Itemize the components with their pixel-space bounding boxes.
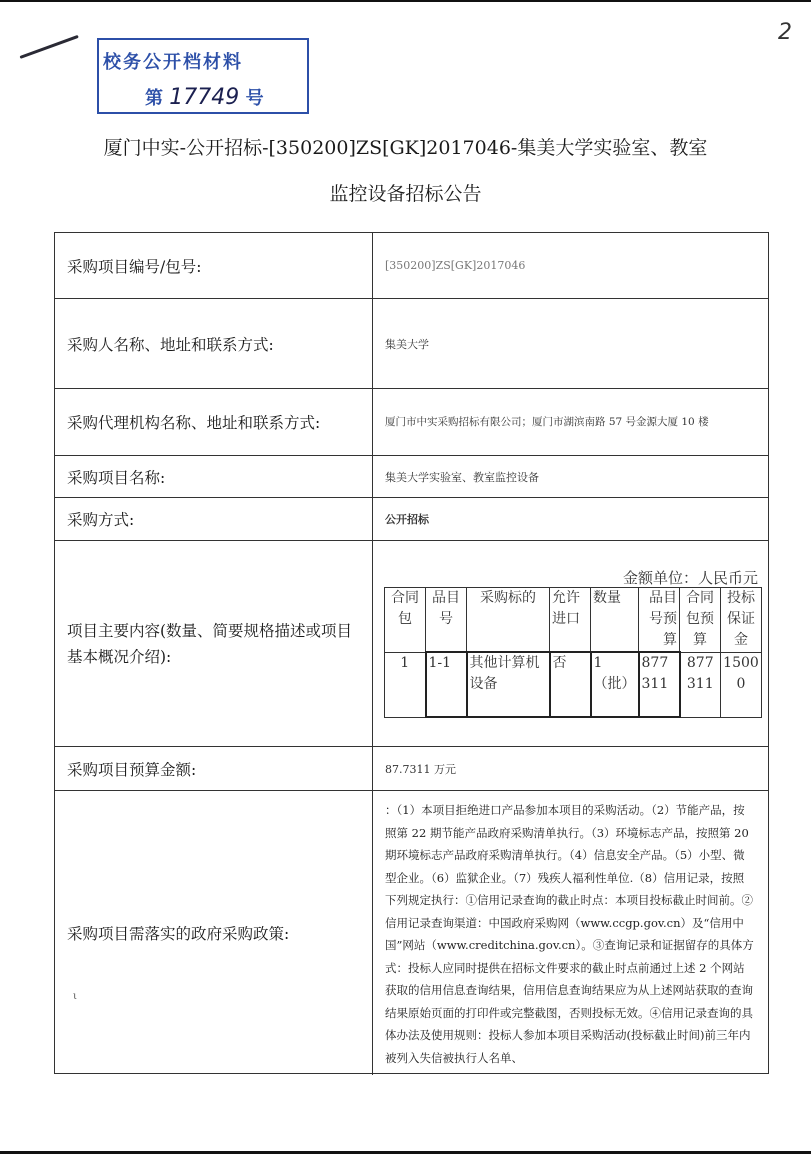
cell-quantity: 1（批） <box>591 652 639 717</box>
items-header-row <box>385 588 762 653</box>
label-agency: 采购代理机构名称、地址和联系方式: <box>55 389 373 455</box>
header-item-number: 品目号 <box>426 588 467 653</box>
cell-import-allowed: 否 <box>550 652 591 717</box>
row-project-number <box>55 233 768 299</box>
label-method: 采购方式: <box>55 498 373 540</box>
value-budget: 87.7311 万元 <box>385 762 456 776</box>
stamp-number-line <box>145 84 264 110</box>
page-number-mark: 2 <box>778 20 792 45</box>
cell-bid-bond: 15000 <box>721 652 762 717</box>
row-policy <box>55 791 768 1075</box>
header-contract-package: 合同包 <box>385 588 426 653</box>
value-method: 公开招标 <box>385 513 429 526</box>
stamp-prefix: 第 <box>145 88 163 109</box>
top-border <box>0 0 811 2</box>
label-main-content: 项目主要内容(数量、简要规格描述或项目基本概况介绍): <box>55 541 373 746</box>
value-project-name: 集美大学实验室、教室监控设备 <box>385 470 539 484</box>
label-budget: 采购项目预算金额: <box>55 747 373 790</box>
row-purchaser <box>55 299 768 389</box>
cell-package-budget: 877311 <box>680 652 721 717</box>
stamp-title: 校务公开档材料 <box>103 52 243 73</box>
cell-item-budget: 877311 <box>639 652 680 717</box>
cell-contract-package: 1 <box>385 652 426 717</box>
row-main-content <box>55 541 768 747</box>
value-project-number: [350200]ZS[GK]2017046 <box>385 259 526 272</box>
cell-subject: 其他计算机设备 <box>467 652 550 717</box>
label-project-name: 采购项目名称: <box>55 456 373 497</box>
stamp-number: 17749 <box>169 85 240 110</box>
document-title-line1: 厦门中实-公开招标-[350200]ZS[GK]2017046-集美大学实验室、教室 <box>103 137 708 159</box>
header-quantity: 数量 <box>591 588 639 653</box>
header-import-allowed: 允许进口 <box>550 588 591 653</box>
stamp-suffix: 号 <box>245 88 264 109</box>
cell-item-number: 1-1 <box>426 652 467 717</box>
value-policy: ：（1）本项目拒绝进口产品参加本项目的采购活动。（2）节能产品，按照第 22 期节能产品政府采购清单执行。（3）环境标志产品，按照第 20 期环境标志产品政府采购清单执行。（4）信息安全产品。（5）小型、微型企业。（6）监狱企业。（7）残疾人福利性单位.（8）信用记录，按照下列规定执行：①信用记录查询的截止时点：本项目投标截止时间前。②信用记录查询渠道：中国政府采购网（www.ccgp.gov.cn）及“信用中国”网站（www.creditchina.gov.cn）。③查询记录和证据留存的具体方式：投标人应同时提供在招标文件要求的截止时点前通过上述 2 个网站获取的信用信息查询结果，信用信息查询结果应为从上述网站获取的查询结果原始页面的打印件或完整截图，否则投标无效。④信用记录查询的具体办法及使用规则：投标人参加本项目采购活动(投标截止时间)前三年内被列入失信被执行人名单、 <box>385 803 754 1065</box>
pen-mark <box>19 35 78 59</box>
row-budget <box>55 747 768 791</box>
items-table <box>384 587 762 718</box>
value-agency: 厦门市中实采购招标有限公司；厦门市湖滨南路 57 号金源大厦 10 楼 <box>385 416 709 428</box>
label-policy: 采购项目需落实的政府采购政策: <box>55 791 373 1075</box>
document-title-line2: 监控设备招标公告 <box>329 183 482 205</box>
label-project-number: 采购项目编号/包号: <box>55 233 373 298</box>
announcement-table <box>54 232 769 1074</box>
scan-mark: ι <box>73 991 77 1002</box>
label-purchaser: 采购人名称、地址和联系方式: <box>55 299 373 388</box>
row-project-name <box>55 456 768 498</box>
header-item-budget: 品目号预算 <box>639 588 680 653</box>
header-subject: 采购标的 <box>467 588 550 653</box>
value-purchaser: 集美大学 <box>385 337 429 351</box>
currency-unit-label: 金额单位：人民币元 <box>622 569 758 587</box>
header-package-budget: 合同包预算 <box>680 588 721 653</box>
header-bid-bond: 投标保证金 <box>721 588 762 653</box>
items-row <box>385 652 762 717</box>
row-agency <box>55 389 768 456</box>
archive-stamp <box>97 38 309 114</box>
row-method <box>55 498 768 541</box>
value-main-content <box>373 541 768 746</box>
